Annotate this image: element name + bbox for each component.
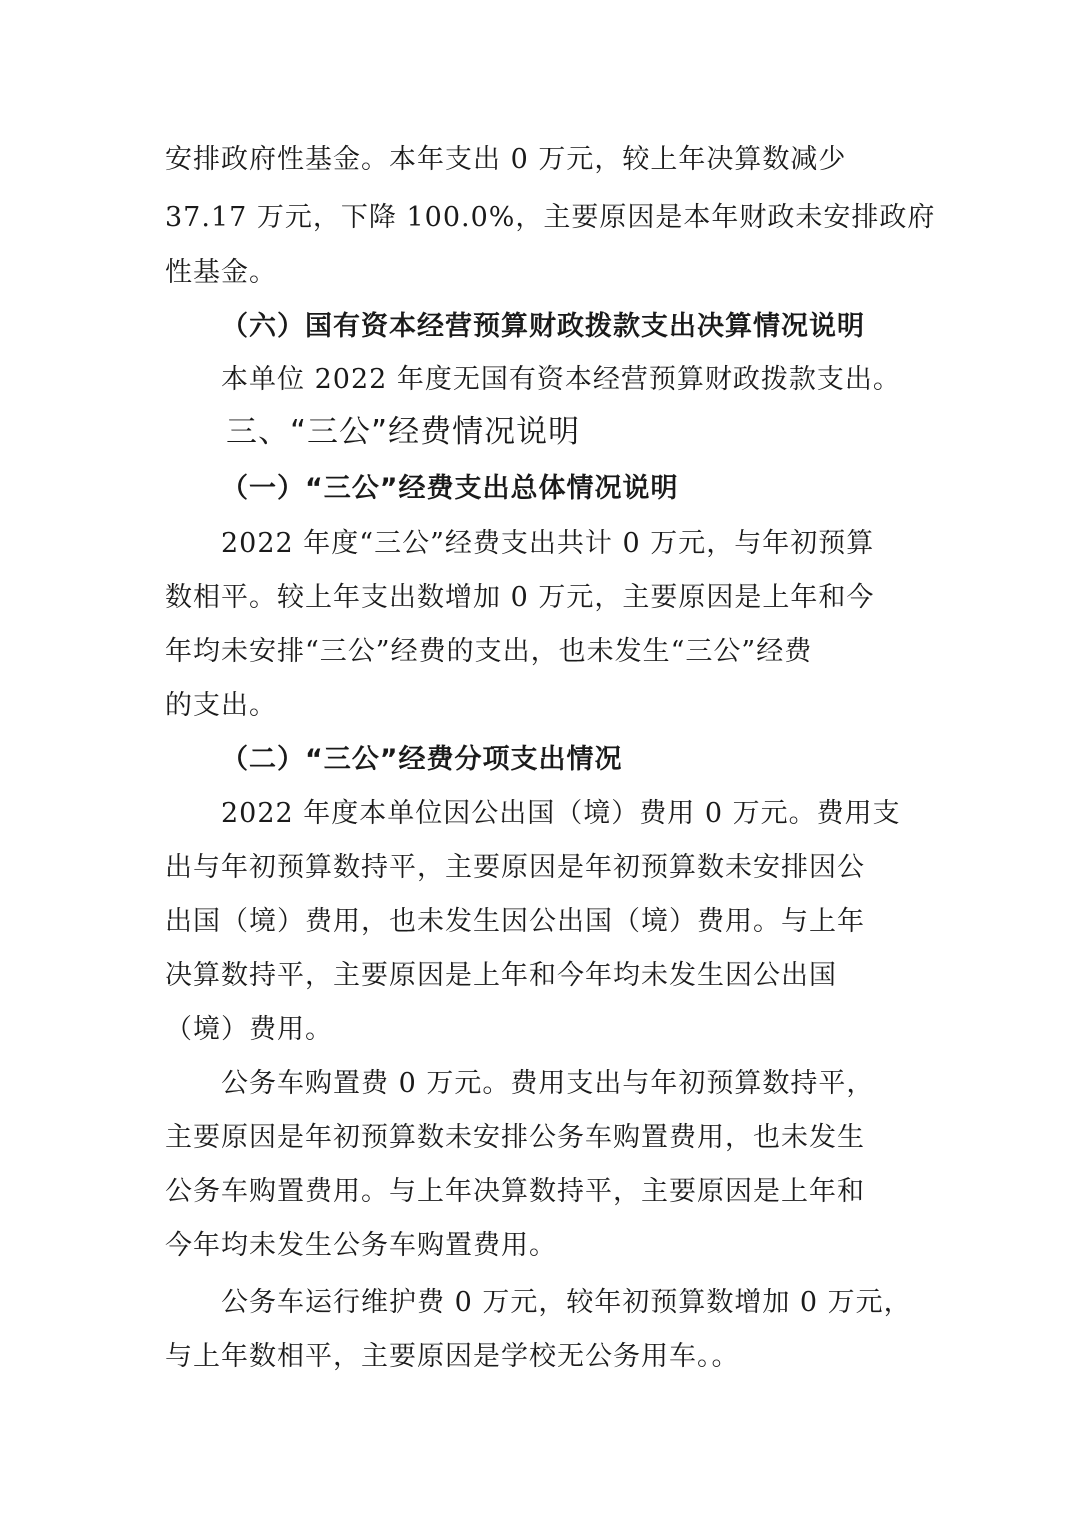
paragraph-line: 2022 年度“三公”经费支出共计 0 万元，与年初预算	[221, 528, 875, 559]
paragraph-line: 年均未安排“三公”经费的支出，也未发生“三公”经费	[165, 636, 813, 667]
paragraph-line: 出与年初预算数持平，主要原因是年初预算数未安排因公	[165, 852, 865, 883]
paragraph-line: 今年均未发生公务车购置费用。	[165, 1230, 557, 1261]
paragraph-line: 37.17 万元，下降 100.0%，主要原因是本年财政未安排政府	[165, 202, 936, 233]
paragraph-line: 公务车购置费 0 万元。费用支出与年初预算数持平，	[221, 1068, 875, 1099]
section-title: 三、“三公”经费情况说明	[226, 414, 581, 450]
paragraph-line: 公务车运行维护费 0 万元，较年初预算数增加 0 万元，	[221, 1287, 912, 1318]
paragraph-line: 主要原因是年初预算数未安排公务车购置费用，也未发生	[165, 1122, 865, 1153]
paragraph-line: 出国（境）费用，也未发生因公出国（境）费用。与上年	[165, 906, 865, 937]
paragraph-line: 公务车购置费用。与上年决算数持平，主要原因是上年和	[165, 1176, 865, 1207]
paragraph-line: 决算数持平，主要原因是上年和今年均未发生因公出国	[165, 960, 837, 991]
subsection-heading: （六）国有资本经营预算财政拨款支出决算情况说明	[221, 311, 865, 342]
subsection-heading: （二）“三公”经费分项支出情况	[221, 744, 623, 775]
paragraph-line: 安排政府性基金。本年支出 0 万元，较上年决算数减少	[165, 144, 847, 175]
subsection-heading: （一）“三公”经费支出总体情况说明	[221, 473, 679, 504]
paragraph-line: 数相平。较上年支出数增加 0 万元，主要原因是上年和今	[165, 582, 875, 613]
paragraph-line: 性基金。	[165, 257, 277, 288]
paragraph-line: （境）费用。	[165, 1014, 333, 1045]
paragraph-line: 2022 年度本单位因公出国（境）费用 0 万元。费用支	[221, 798, 901, 829]
paragraph-line: 本单位 2022 年度无国有资本经营预算财政拨款支出。	[221, 364, 901, 395]
paragraph-line: 与上年数相平，主要原因是学校无公务用车。。	[165, 1341, 740, 1372]
paragraph-line: 的支出。	[165, 690, 277, 721]
